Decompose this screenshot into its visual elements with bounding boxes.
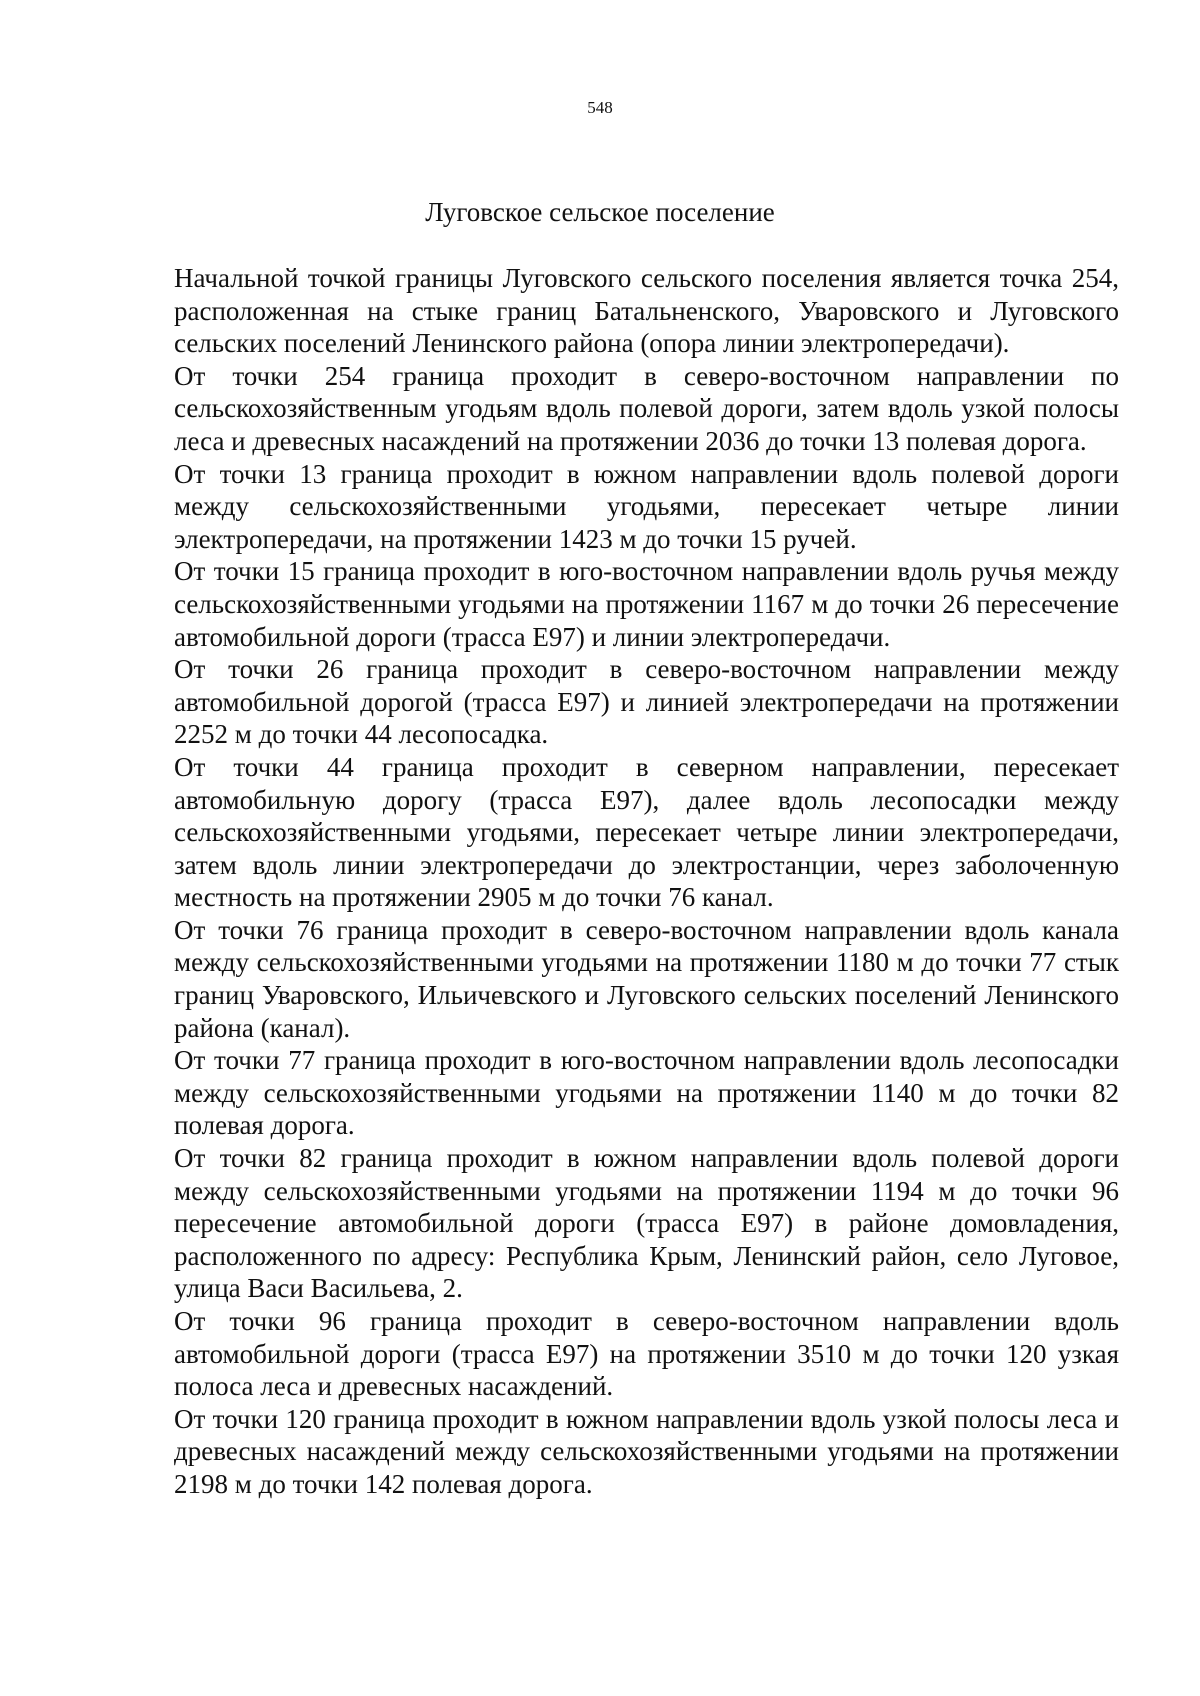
paragraph-7: От точки 76 граница проходит в северо-восточном направлении вдоль канала между сельскохозяйственными угодьями на протяжении 1180 м до точки 77 стык границ Уваровского, Ильичевского и Луговского сельских поселений Ленинского района (канал).	[174, 914, 1119, 1043]
paragraph-5: От точки 26 граница проходит в северо-восточном направлении между автомобильной дорогой (трасса Е97) и линией электропередачи на протяжении 2252 м до точки 44 лесопосадка.	[174, 654, 1119, 750]
paragraph-4: От точки 15 граница проходит в юго-восточном направлении вдоль ручья между сельскохозяйственными угодьями на протяжении 1167 м до точки 26 пересечение автомобильной дороги (трасса Е97) и линии электропередачи.	[174, 556, 1119, 652]
paragraph-9: От точки 82 граница проходит в южном направлении вдоль полевой дороги между сельскохозяйственными угодьями на протяжении 1194 м до точки 96 пересечение автомобильной дороги (трасса Е97) в районе домовладения, расположенного по адресу: Республика Крым, Ленинский район, село Луговое, улица Васи Васильева, 2.	[174, 1143, 1119, 1304]
paragraph-10: От точки 96 граница проходит в северо-восточном направлении вдоль автомобильной дороги (трасса Е97) на протяжении 3510 м до точки 120 узкая полоса леса и древесных насаждений.	[174, 1306, 1119, 1402]
paragraph-2: От точки 254 граница проходит в северо-восточном направлении по сельскохозяйственным угодьям вдоль полевой дороги, затем вдоль узкой полосы леса и древесных насаждений на протяжении 2036 до точки 13 полевая дорога.	[174, 360, 1119, 456]
document-body	[174, 262, 1119, 1501]
page-number: 548	[587, 98, 613, 117]
paragraph-6: От точки 44 граница проходит в северном направлении, пересекает автомобильную дорогу (трасса Е97), далее вдоль лесопосадки между сельскохозяйственными угодьями, пересекает четыре линии электропередачи, затем вдоль линии электропередачи до электростанции, через заболоченную местность на протяжении 2905 м до точки 76 канал.	[174, 751, 1119, 913]
paragraph-8: От точки 77 граница проходит в юго-восточном направлении вдоль лесопосадки между сельскохозяйственными угодьями на протяжении 1140 м до точки 82 полевая дорога.	[174, 1045, 1119, 1141]
paragraph-1: Начальной точкой границы Луговского сельского поселения является точка 254, расположенная на стыке границ Батальненского, Уваровского и Луговского сельских поселений Ленинского района (опора линии электропередачи).	[174, 263, 1119, 359]
paragraph-11: От точки 120 граница проходит в южном направлении вдоль узкой полосы леса и древесных насаждений между сельскохозяйственными угодьями на протяжении 2198 м до точки 142 полевая дорога.	[174, 1403, 1119, 1499]
paragraph-3: От точки 13 граница проходит в южном направлении вдоль полевой дороги между сельскохозяйственными угодьями, пересекает четыре линии электропередачи, на протяжении 1423 м до точки 15 ручей.	[174, 458, 1119, 554]
section-title: Луговское сельское поселение	[425, 197, 775, 227]
